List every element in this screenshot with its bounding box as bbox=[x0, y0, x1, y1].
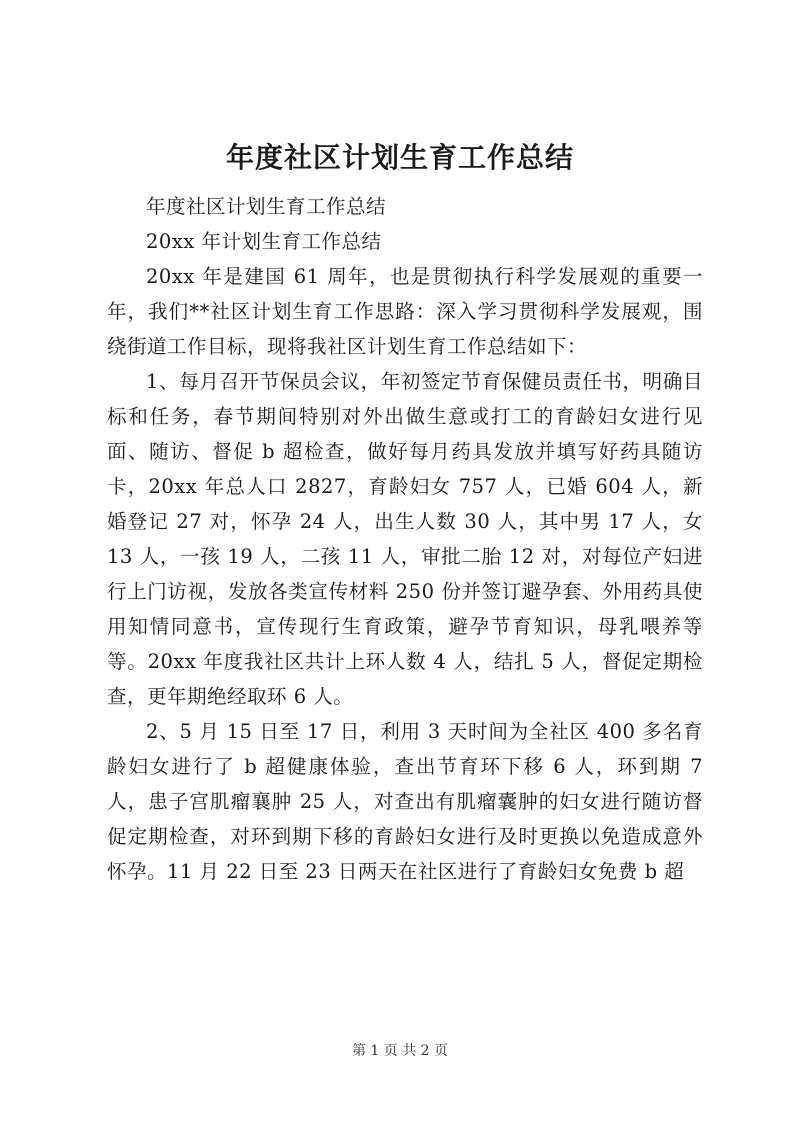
paragraph-item-2: 2、5 月 15 日至 17 日，利用 3 天时间为全社区 400 多名育龄妇女进行了 b 超健康体验，查出节育环下移 6 人，环到期 7 人，患子宫肌瘤襄肿 25 人，对查出有肌瘤囊肿的妇女进行随访督促定期检查，对环到期下移的育龄妇女进行及时更换以免造成意外怀孕。11 月 22 日至 23 日两天在社区进行了育龄妇女免费 b 超 bbox=[107, 720, 703, 883]
paragraph-subtitle: 年度社区计划生育工作总结 bbox=[146, 195, 387, 218]
paragraph-item-1: 1、每月召开节保员会议，年初签定节育保健员责任书，明确目标和任务，春节期间特别对外出做生意或打工的育龄妇女进行见面、随访、督促 b 超检查，做好每月药具发放并填写好药具随访卡，20xx 年总人口 2827，育龄妇女 757 人，已婚 604 人，新婚登记 27 对，怀孕 24 人，出生人数 30 人，其中男 17 人，女 13 人，一孩 19 人，二孩 11 人，审批二胎 12 对，对每位产妇进行上门访视，发放各类宣传材料 250 份并签订避孕套、外用药具使用知情同意书，宣传现行生育政策，避孕节育知识，母乳喂养等等。20xx 年度我社区共计上环人数 4 人，结扎 5 人，督促定期检查，更年期绝经取环 6 人。 bbox=[107, 370, 703, 708]
document-title: 年度社区计划生育工作总结 bbox=[225, 141, 574, 174]
document-body bbox=[107, 189, 703, 889]
page-footer: 第 1 页 共 2 页 bbox=[351, 1043, 449, 1059]
paragraph-year-summary-heading: 20xx 年计划生育工作总结 bbox=[146, 230, 382, 253]
paragraph-intro: 20xx 年是建国 61 周年，也是贯彻执行科学发展观的重要一年，我们**社区计划生育工作思路：深入学习贯彻科学发展观，围绕街道工作目标，现将我社区计划生育工作总结如下： bbox=[107, 265, 703, 358]
